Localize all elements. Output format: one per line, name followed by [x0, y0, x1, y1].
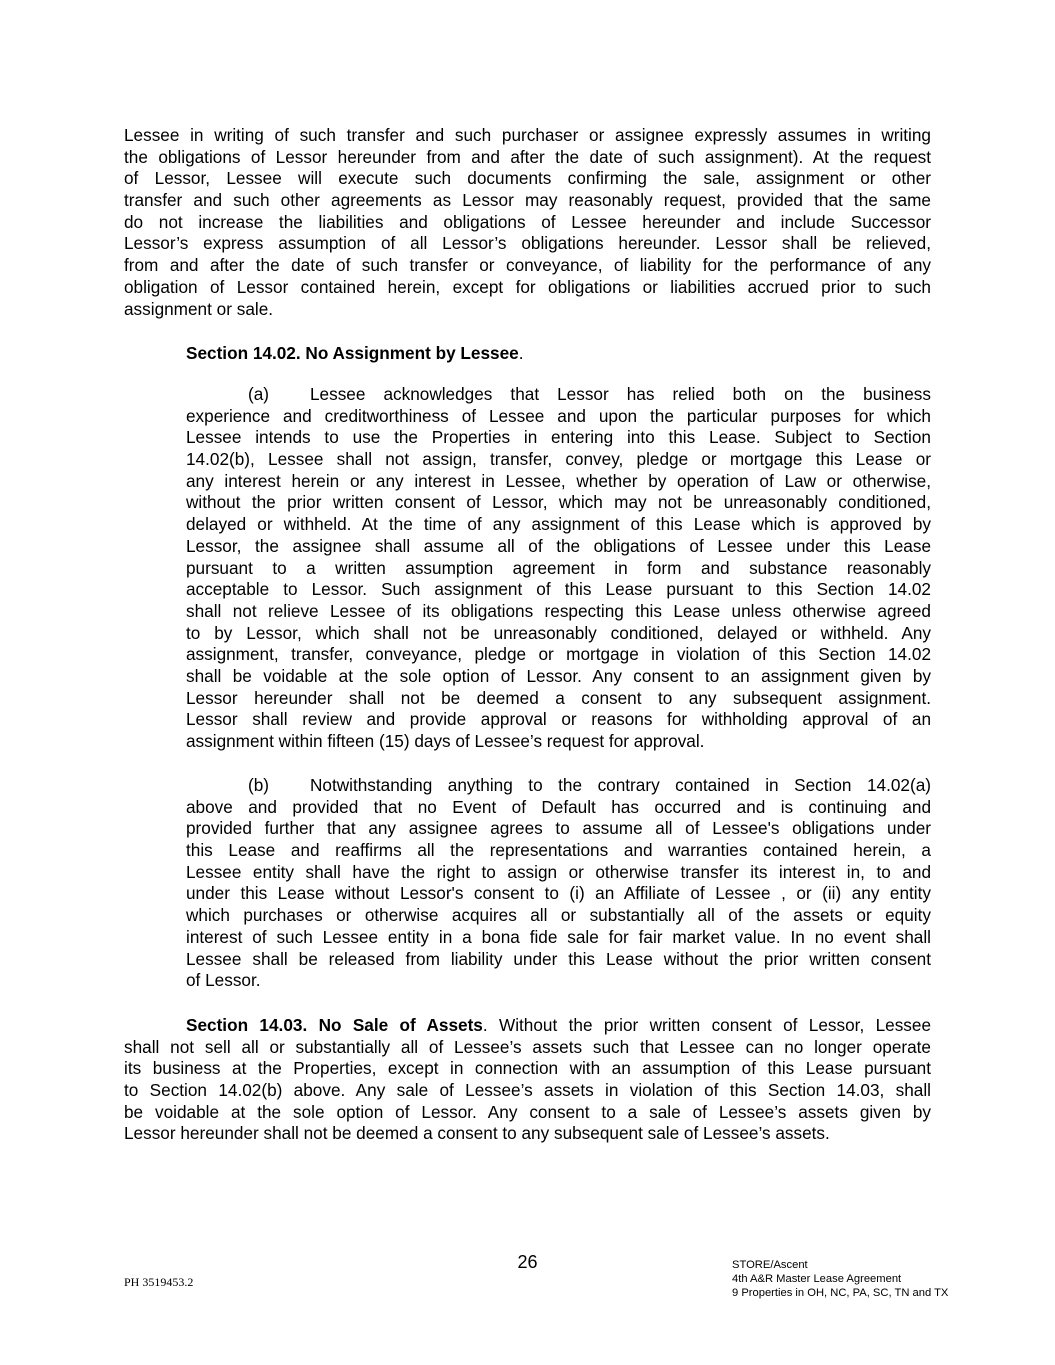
text-line: experience and creditworthiness of Lessee and upon the particular purposes for which	[186, 405, 931, 426]
text-line: provided further that any assignee agrees to assume all of Lessee's obligations under	[186, 818, 931, 839]
section-14-03-title: Section 14.03. No Sale of Assets	[186, 1015, 483, 1035]
text-line: shall be voidable at the sole option of Lessor. Any consent to an assignment given by	[186, 665, 931, 686]
text-line: this Lease and reaffirms all the representations and warranties contained herein, a	[186, 840, 931, 861]
subsection-b-label: (b)	[248, 775, 270, 795]
heading-period: .	[518, 343, 524, 363]
text-line: which purchases or otherwise acquires all or substantially all of the assets or equity	[186, 905, 931, 926]
text-line	[124, 1015, 931, 1037]
text-line: delayed or withheld. At the time of any assignment of this Lease which is approved by	[186, 514, 931, 535]
document-id: PH 3519453.2	[124, 1275, 194, 1289]
text-line: Lessor shall review and provide approval or reasons for withholding approval of an	[186, 709, 931, 730]
text-line: of Lessor.	[186, 970, 261, 991]
text-line: any interest herein or any interest in Lessee, whether by operation of Law or otherwise,	[186, 470, 931, 491]
text-line: from and after the date of such transfer or conveyance, of liability for the performance of any	[124, 255, 931, 276]
text-line: Lessee entity shall have the right to assign or otherwise transfer its interest in, to and	[186, 861, 931, 882]
text-line-content: Lessee acknowledges that Lessor has relied both on the business	[310, 384, 931, 404]
text-line: transfer and such other agreements as Lessor may reasonably request, provided that the same	[124, 190, 931, 211]
text-line: Lessor hereunder shall not be deemed a consent to any subsequent sale of Lessee’s assets.	[124, 1123, 830, 1144]
section-14-03-paragraph	[124, 1015, 931, 1145]
section-14-02-heading	[186, 343, 931, 365]
subsection-b-paragraph	[186, 775, 931, 992]
text-line	[186, 384, 931, 406]
text-line: above and provided that no Event of Default has occurred and is continuing and	[186, 796, 931, 817]
text-line: under this Lease without Lessor's consent to (i) an Affiliate of Lessee , or (ii) any entity	[186, 883, 931, 904]
footer-document-info	[732, 1258, 948, 1300]
text-line: Lessee intends to use the Properties in entering into this Lease. Subject to Section	[186, 427, 931, 448]
text-line: Lessee in writing of such transfer and such purchaser or assignee expressly assumes in writing	[124, 125, 931, 145]
text-line: acceptable to Lessor. Such assignment of this Lease pursuant to this Section 14.02	[186, 579, 931, 600]
text-line: interest of such Lessee entity in a bona fide sale for fair market value. In no event shall	[186, 926, 931, 947]
section-14-02-title: Section 14.02. No Assignment by Lessee	[186, 343, 519, 363]
text-line: the obligations of Lessor hereunder from and after the date of such assignment). At the request	[124, 146, 931, 167]
text-line: 14.02(b), Lessee shall not assign, transfer, convey, pledge or mortgage this Lease or	[186, 449, 931, 470]
text-line: to Section 14.02(b) above. Any sale of Lessee’s assets in violation of this Section 14.03, shall	[124, 1080, 931, 1101]
text-line: obligation of Lessor contained herein, except for obligations or liabilities accrued prior to such	[124, 276, 931, 297]
text-line: assignment within fifteen (15) days of Lessee’s request for approval.	[186, 731, 705, 751]
text-line: without the prior written consent of Lessor, which may not be unreasonably conditioned,	[186, 492, 931, 513]
text-line: assignment or sale.	[124, 298, 274, 319]
text-line: Lessor, the assignee shall assume all of the obligations of Lessee under this Lease	[186, 535, 931, 556]
text-line	[186, 775, 931, 797]
text-line: shall not relieve Lessee of its obligations respecting this Lease unless otherwise agreed	[186, 600, 931, 621]
subsection-a-paragraph	[186, 384, 931, 753]
text-line: assignment, transfer, conveyance, pledge or mortgage in violation of this Section 14.02	[186, 644, 931, 665]
text-line: to by Lessor, which shall not be unreasonably conditioned, delayed or withheld. Any	[186, 622, 931, 643]
text-line: Lessor’s express assumption of all Lessor’s obligations hereunder. Lessor shall be relieved,	[124, 233, 931, 254]
text-line-content: . Without the prior written consent of Lessor, Lessee	[482, 1015, 931, 1035]
footer-line: STORE/Ascent	[732, 1259, 808, 1271]
subsection-a-label: (a)	[248, 384, 270, 404]
text-line: Lessor hereunder shall not be deemed a consent to any subsequent assignment.	[186, 687, 931, 708]
text-line-content: Notwithstanding anything to the contrary contained in Section 14.02(a)	[310, 775, 931, 795]
page-number: 26	[517, 1252, 538, 1272]
text-line: shall not sell all or substantially all of Lessee’s assets such that Lessee can no longer operate	[124, 1036, 931, 1057]
intro-paragraph	[124, 125, 931, 320]
text-line: of Lessor, Lessee will execute such documents confirming the sale, assignment or other	[124, 168, 931, 189]
text-line: pursuant to a written assumption agreement in form and substance reasonably	[186, 557, 931, 578]
text-line: be voidable at the sole option of Lessor. Any consent to a sale of Lessee’s assets given by	[124, 1101, 931, 1122]
text-line: do not increase the liabilities and obligations of Lessee hereunder and include Successor	[124, 211, 931, 232]
text-line: Lessee shall be released from liability under this Lease without the prior written consent	[186, 948, 931, 969]
footer-line: 4th A&R Master Lease Agreement	[732, 1273, 902, 1285]
text-line: its business at the Properties, except in connection with an assumption of this Lease pursuant	[124, 1058, 931, 1079]
footer-line: 9 Properties in OH, NC, PA, SC, TN and TX	[732, 1287, 949, 1299]
